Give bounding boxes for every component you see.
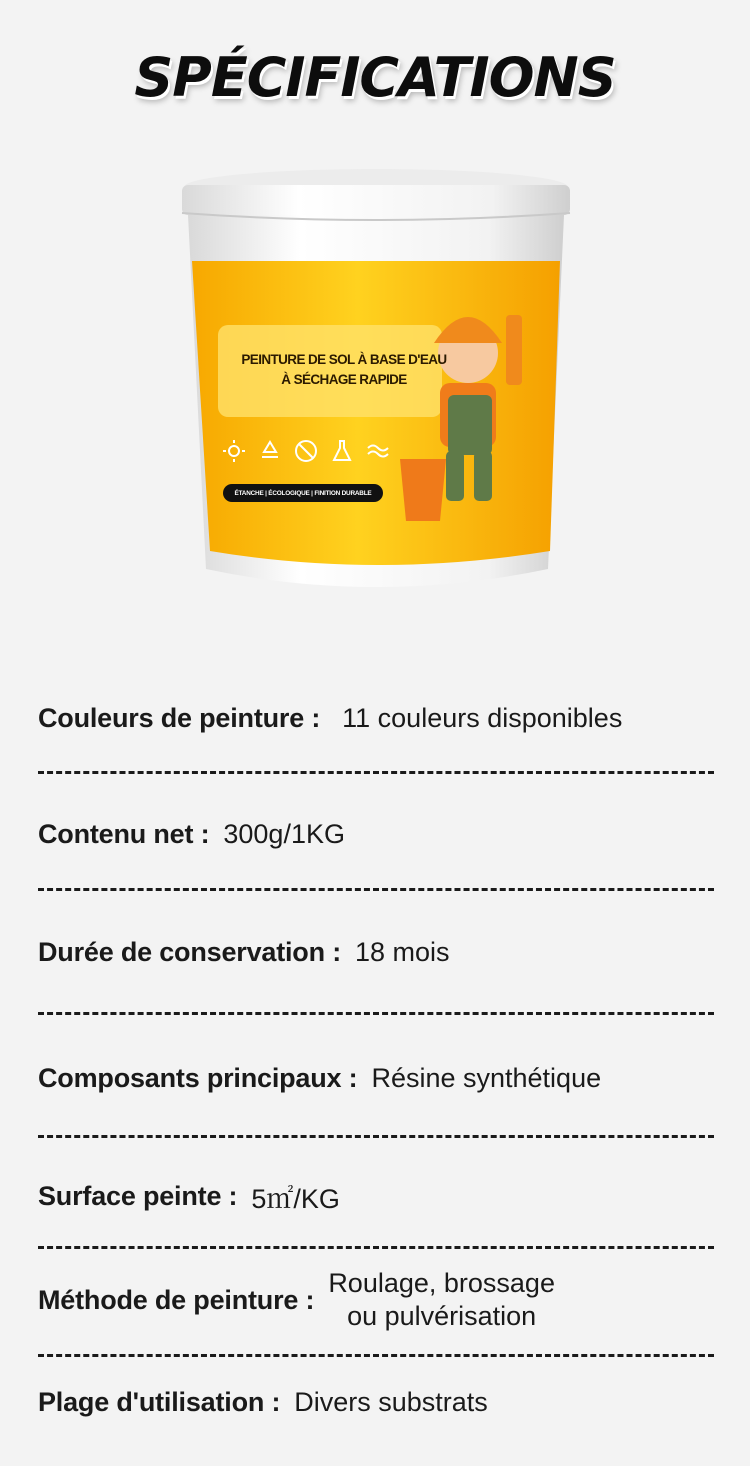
spec-value-line: ou pulvérisation [347, 1301, 537, 1331]
spec-row-content [38, 816, 714, 852]
dashed-divider [38, 888, 714, 891]
spec-key: Méthode de peinture : [38, 1284, 315, 1315]
spec-value: Résine synthétique [371, 1062, 602, 1093]
product-label-line: À SÉCHAGE RAPIDE [281, 372, 407, 387]
product-label-line: PEINTURE DE SOL À BASE D'EAU [241, 352, 447, 367]
spec-key: Durée de conservation : [38, 936, 341, 967]
flask-icon [330, 439, 354, 463]
spec-row-shelf-life [38, 934, 714, 970]
spec-value: Divers substrats [294, 1386, 488, 1417]
spec-value: 11 couleurs disponibles [342, 702, 623, 733]
spec-row-components [38, 1060, 714, 1096]
wave-icon [366, 439, 390, 463]
spec-key: Surface peinte : [38, 1180, 238, 1211]
spec-row-surface [38, 1178, 714, 1214]
spec-row-method [38, 1266, 714, 1334]
sun-icon [222, 439, 246, 463]
dashed-divider [38, 1354, 714, 1357]
product-tagline: ÉTANCHE | ÉCOLOGIQUE | FINITION DURABLE [223, 484, 383, 502]
dashed-divider [38, 1012, 714, 1015]
page-title: SPÉCIFICATIONS [134, 46, 616, 109]
spec-key: Plage d'utilisation : [38, 1386, 281, 1417]
spec-key: Composants principaux : [38, 1062, 358, 1093]
spec-row-usage [38, 1384, 714, 1420]
spec-value-line: Roulage, brossage [328, 1268, 555, 1298]
product-feature-icons [222, 434, 402, 468]
recycle-icon [258, 439, 282, 463]
spec-value: 18 mois [355, 936, 450, 967]
dashed-divider [38, 771, 714, 774]
spec-value: 5㎡/KG [251, 1183, 340, 1214]
no-slip-icon [294, 439, 318, 463]
spec-value: 300g/1KG [223, 818, 345, 849]
dashed-divider [38, 1135, 714, 1138]
spec-row-colors [38, 700, 714, 736]
spec-value [328, 1267, 555, 1333]
product-label [224, 320, 464, 420]
spec-key: Contenu net : [38, 818, 210, 849]
spec-key: Couleurs de peinture : [38, 702, 321, 733]
dashed-divider [38, 1246, 714, 1249]
